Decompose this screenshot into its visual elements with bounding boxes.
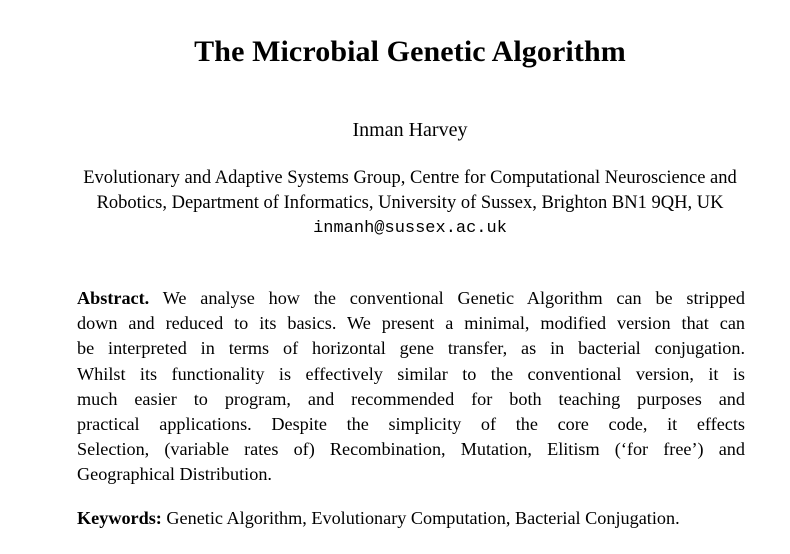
affiliation: [40, 166, 780, 216]
paper-title: The Microbial Genetic Algorithm: [194, 35, 626, 68]
abstract-line: Selection, (variable rates of) Recombination, Mutation, Elitism (‘for free’) and: [77, 439, 745, 460]
abstract-label: Abstract.: [77, 288, 150, 308]
keywords-text: Genetic Algorithm, Evolutionary Computation, Bacterial Conjugation.: [166, 508, 680, 528]
abstract-line: Geographical Distribution.: [77, 464, 272, 485]
affiliation-line: Evolutionary and Adaptive Systems Group, Centre for Computational Neuroscience and: [83, 168, 737, 188]
keywords-label: Keywords:: [77, 508, 162, 528]
abstract-line: [77, 286, 745, 311]
abstract-line: practical applications. Despite the simplicity of the core code, it effects: [77, 414, 745, 435]
abstract: [77, 286, 745, 488]
author-email: inmanh@sussex.ac.uk: [313, 219, 507, 238]
abstract-line: much easier to program, and recommended for both teaching purposes and: [77, 388, 745, 409]
abstract-line: Whilst its functionality is effectively similar to the conventional version, it is: [77, 363, 745, 384]
abstract-text: We analyse how the conventional Genetic Algorithm can be stripped: [162, 288, 745, 308]
abstract-line: down and reduced to its basics. We present a minimal, modified version that can: [77, 313, 745, 334]
author-name: Inman Harvey: [352, 119, 468, 141]
keywords: [77, 506, 757, 531]
abstract-line: be interpreted in terms of horizontal gene transfer, as in bacterial conjugation.: [77, 338, 745, 359]
affiliation-line: Robotics, Department of Informatics, University of Sussex, Brighton BN1 9QH, UK: [96, 193, 724, 213]
